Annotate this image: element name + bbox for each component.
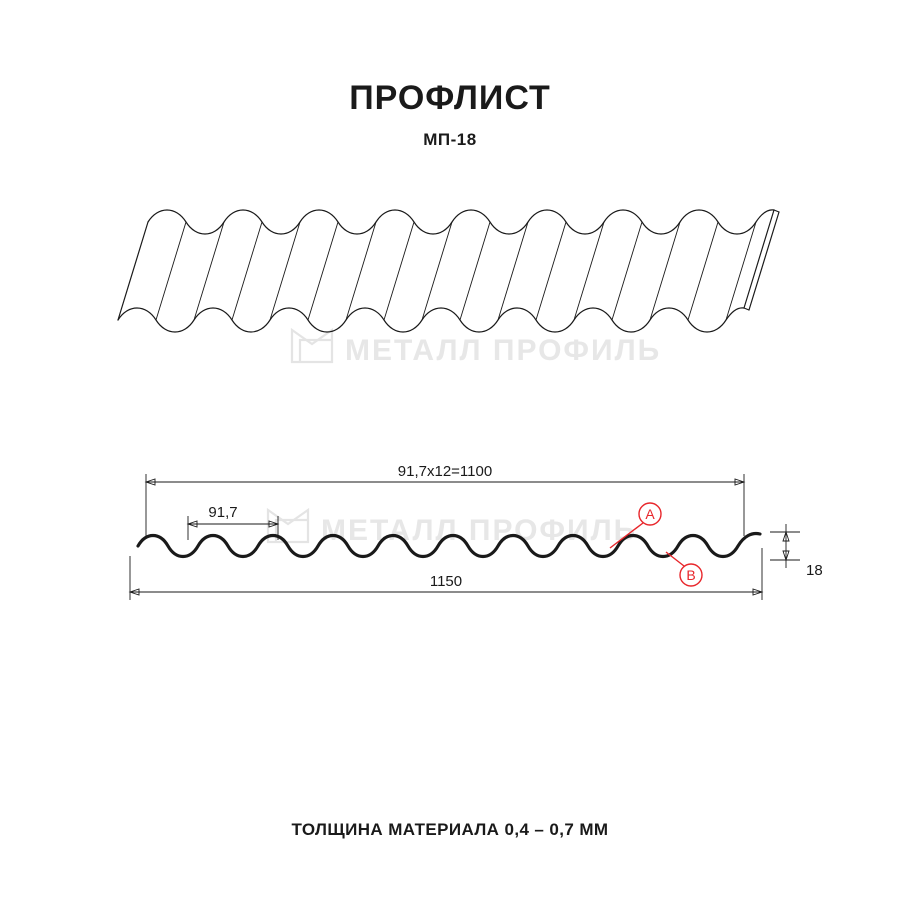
callout-a-label: A xyxy=(645,506,655,522)
product-model: МП-18 xyxy=(423,130,477,149)
callout-b-label: B xyxy=(686,567,696,583)
dimension-height xyxy=(770,524,823,579)
callout-b[interactable] xyxy=(666,552,702,586)
perspective-view xyxy=(118,210,779,332)
dimension-height-label: 18 xyxy=(806,562,823,579)
watermark-top xyxy=(292,330,661,367)
watermark-text: МЕТАЛЛ ПРОФИЛЬ xyxy=(345,334,662,367)
watermark-bottom xyxy=(268,510,637,547)
watermark-text-2: МЕТАЛЛ ПРОФИЛЬ xyxy=(321,514,638,547)
dimension-pitch-single-label: 91,7 xyxy=(208,504,238,521)
dimension-overall-width-label: 1150 xyxy=(429,573,463,590)
material-thickness-note: ТОЛЩИНА МАТЕРИАЛА 0,4 – 0,7 ММ xyxy=(291,820,609,839)
dimension-pitch-single xyxy=(188,504,278,540)
dimension-pitch-total-label: 91,7х12=1100 xyxy=(397,463,493,480)
page-title: ПРОФЛИСТ xyxy=(349,79,551,117)
